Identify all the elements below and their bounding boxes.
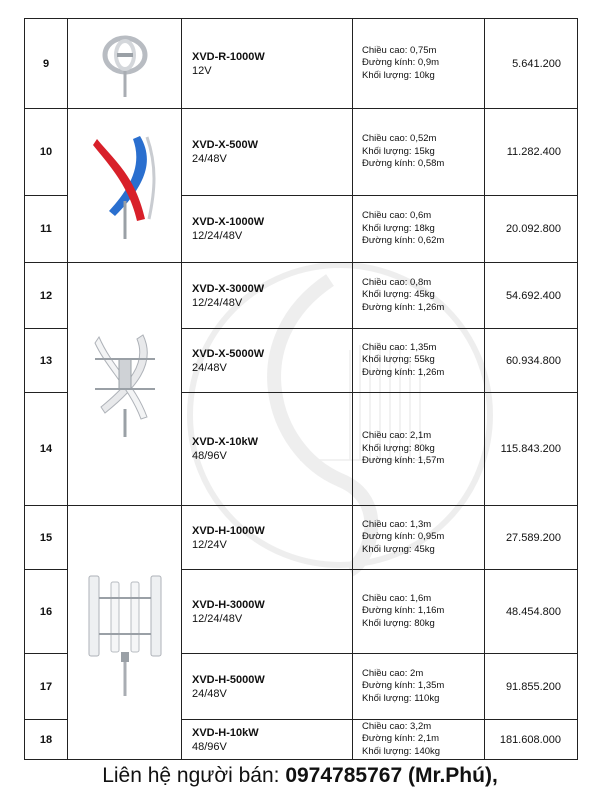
row-number: 10 <box>25 109 68 196</box>
price-cell: 60.934.800 <box>485 329 578 393</box>
spec-line: Chiều cao: 1,6m <box>362 592 432 604</box>
spec-line: Đường kính: 0,95m <box>362 531 445 543</box>
price-cell: 27.589.200 <box>485 506 578 570</box>
spec-line: Khối lượng: 80kg <box>362 617 435 629</box>
model-code: XVD-H-5000W <box>192 673 265 686</box>
spec-line: Khối lượng: 80kg <box>362 442 435 454</box>
price-cell: 11.282.400 <box>485 109 578 196</box>
voltage: 12/24/48V <box>192 296 243 309</box>
price-cell: 5.641.200 <box>485 19 578 109</box>
product-price-table <box>24 18 578 760</box>
row-number: 16 <box>25 570 68 654</box>
row-number: 15 <box>25 506 68 570</box>
table-row <box>25 19 578 109</box>
spec-line: Đường kính: 2,1m <box>362 733 440 745</box>
spec-line: Chiều cao: 0,75m <box>362 44 437 56</box>
spec-line: Chiều cao: 1,3m <box>362 518 432 530</box>
specs-cell <box>353 196 485 263</box>
price-cell: 115.843.200 <box>485 393 578 506</box>
price-cell: 181.608.000 <box>485 720 578 760</box>
turbine-x-series-white-icon <box>85 329 165 439</box>
spec-line: Chiều cao: 0,6m <box>362 210 432 222</box>
product-image-cell <box>68 19 182 109</box>
spec-line: Khối lượng: 10kg <box>362 69 435 81</box>
spec-line: Chiều cao: 0,8m <box>362 276 432 288</box>
turbine-x-series-colored-icon <box>85 131 165 241</box>
specs-cell <box>353 720 485 760</box>
model-code: XVD-H-1000W <box>192 524 265 537</box>
model-cell <box>182 19 353 109</box>
price-cell: 48.454.800 <box>485 570 578 654</box>
table-row <box>25 263 578 329</box>
row-number: 11 <box>25 196 68 263</box>
model-cell <box>182 196 353 263</box>
spec-line: Khối lượng: 18kg <box>362 222 435 234</box>
spec-line: Chiều cao: 1,35m <box>362 341 437 353</box>
model-cell <box>182 720 353 760</box>
model-cell <box>182 393 353 506</box>
voltage: 12/24/48V <box>192 230 243 242</box>
voltage: 12/24V <box>192 538 227 551</box>
row-number: 17 <box>25 654 68 720</box>
spec-line: Đường kính: 1,35m <box>362 680 445 692</box>
row-number: 9 <box>25 19 68 109</box>
model-code: XVD-X-1000W <box>192 216 265 228</box>
specs-cell <box>353 109 485 196</box>
model-cell <box>182 329 353 393</box>
spec-line: Đường kính: 0,58m <box>362 158 445 170</box>
spec-line: Đường kính: 0,9m <box>362 57 440 69</box>
model-code: XVD-H-3000W <box>192 598 265 611</box>
specs-cell <box>353 19 485 109</box>
spec-line: Khối lượng: 140kg <box>362 745 441 757</box>
model-code: XVD-X-5000W <box>192 347 265 360</box>
spec-line: Đường kính: 1,57m <box>362 455 445 467</box>
spec-line: Khối lượng: 15kg <box>362 145 435 157</box>
contact-label: Liên hệ người bán: <box>102 764 286 787</box>
spec-line: Chiều cao: 2,1m <box>362 430 432 442</box>
price-cell: 54.692.400 <box>485 263 578 329</box>
model-code: XVD-X-3000W <box>192 282 265 295</box>
model-code: XVD-X-500W <box>192 139 259 151</box>
turbine-r-series-icon <box>95 29 155 99</box>
voltage: 12V <box>192 64 212 77</box>
model-cell <box>182 109 353 196</box>
voltage: 48/96V <box>192 450 227 462</box>
model-cell <box>182 263 353 329</box>
product-image-cell <box>68 263 182 506</box>
voltage: 12/24/48V <box>192 612 243 625</box>
turbine-h-series-icon <box>85 568 165 698</box>
voltage: 24/48V <box>192 687 227 700</box>
specs-cell <box>353 506 485 570</box>
model-cell <box>182 570 353 654</box>
voltage: 24/48V <box>192 153 227 165</box>
specs-cell <box>353 570 485 654</box>
row-number: 14 <box>25 393 68 506</box>
model-cell <box>182 654 353 720</box>
product-image-cell <box>68 109 182 263</box>
contact-phone[interactable]: 0974785767 (Mr.Phú), <box>285 764 498 787</box>
specs-cell <box>353 329 485 393</box>
row-number: 13 <box>25 329 68 393</box>
spec-line: Chiều cao: 3,2m <box>362 720 432 732</box>
voltage: 48/96V <box>192 740 227 753</box>
specs-cell <box>353 263 485 329</box>
specs-cell <box>353 654 485 720</box>
spec-line: Khối lượng: 110kg <box>362 692 440 704</box>
spec-line: Đường kính: 0,62m <box>362 235 445 247</box>
table-row <box>25 506 578 570</box>
voltage: 24/48V <box>192 361 227 374</box>
model-code: XVD-H-10kW <box>192 726 259 739</box>
spec-line: Khối lượng: 45kg <box>362 543 435 555</box>
table-row <box>25 109 578 196</box>
price-cell: 20.092.800 <box>485 196 578 263</box>
spec-line: Chiều cao: 2m <box>362 667 424 679</box>
price-cell: 91.855.200 <box>485 654 578 720</box>
seller-contact-footer <box>0 756 600 800</box>
spec-line: Chiều cao: 0,52m <box>362 133 437 145</box>
spec-line: Khối lượng: 45kg <box>362 289 435 301</box>
spec-line: Đường kính: 1,26m <box>362 301 445 313</box>
specs-cell <box>353 393 485 506</box>
model-code: XVD-X-10kW <box>192 436 259 448</box>
spec-line: Đường kính: 1,26m <box>362 366 445 378</box>
model-cell <box>182 506 353 570</box>
row-number: 12 <box>25 263 68 329</box>
spec-line: Đường kính: 1,16m <box>362 605 445 617</box>
model-code: XVD-R-1000W <box>192 50 265 63</box>
product-image-cell <box>68 506 182 760</box>
row-number: 18 <box>25 720 68 760</box>
spec-line: Khối lượng: 55kg <box>362 354 435 366</box>
